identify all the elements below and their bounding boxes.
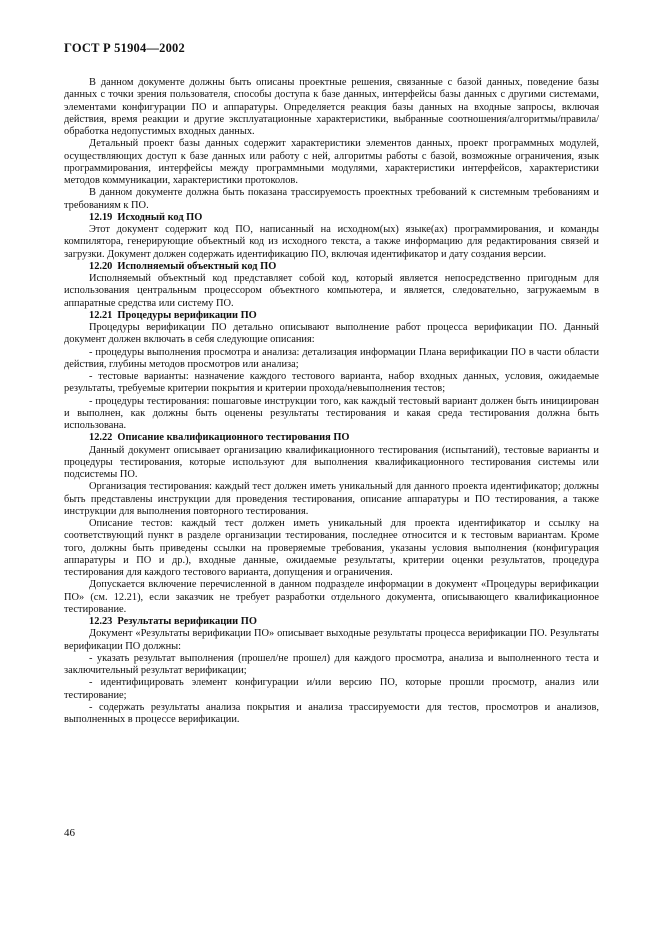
section-number: 12.23 xyxy=(89,616,113,627)
section-heading-12-23 xyxy=(64,616,599,628)
section-number: 12.19 xyxy=(89,211,113,223)
section-title: Исходный код ПО xyxy=(117,211,203,223)
paragraph: Данный документ описывает организацию квалификационного тестирования (испытаний), тестовые варианты и процедуры тестирования, которые используют для выполнения квалификационного тестирования системы или подсистемы ПО. xyxy=(64,444,599,480)
paragraph: Описание тестов: каждый тест должен иметь уникальный для проекта идентификатор и ссылку на соответствующий пункт в разделе организации тестирования, последнее относится и к тестовым вариантам. Кроме того, должны быть приведены ссылки на проверяемые требования, указаны условия выполнения (конфигурация аппаратуры и ПО и др.), входные данные, ожидаемые результаты, критерии оценки результатов, процедура тестирования для каждого тестового варианта, допущения и ограничения. xyxy=(64,518,599,578)
list-item: - процедуры выполнения просмотра и анализа: детализация информации Плана верификации ПО в части области действия, глубины методов просмотров или анализа; xyxy=(64,346,599,370)
paragraph: Этот документ содержит код ПО, написанный на исходном(ых) языке(ах) программирования, и команды компилятора, генерирующие объектный код из исходного текста, а также информацию для редактирования связей и загрузки. Документ должен содержать идентификацию ПО, включая идентификатор и дату создания версии. xyxy=(64,224,599,260)
paragraph: Организация тестирования: каждый тест должен иметь уникальный для данного проекта идентификатор; должны быть представлены инструкции для проведения тестирования, описание аппаратуры и ПО тестирования, а также инструкции для выполнения повторного тестирования. xyxy=(64,481,599,517)
document-body xyxy=(64,77,599,726)
paragraph: Детальный проект базы данных содержит характеристики элементов данных, проект программных модулей, осуществляющих доступ к базе данных или работу с ней, алгоритмы работы с базой, возможные ограничения, язык программирования, интерфейсы между программными модулями, характеристики интерфейсов, характеристики методов коммуникации, характеристики протоколов. xyxy=(64,138,599,186)
document-header: ГОСТ Р 51904—2002 xyxy=(64,41,185,55)
section-heading-12-22 xyxy=(64,432,599,444)
section-number: 12.21 xyxy=(89,309,113,321)
list-item: - процедуры тестирования: пошаговые инструкции того, как каждый тестовый вариант должен быть инициирован и выполнен, как должны быть оценены результаты тестирования и какая среда тестирования должна быть использована. xyxy=(64,395,599,431)
section-title: Исполняемый объектный код ПО xyxy=(117,260,277,272)
paragraph: Исполняемый объектный код представляет собой код, который является непосредственно пригодным для использования центральным процессором объектного компьютера, и является, следовательно, загружаемым в аппаратные средства или систему ПО. xyxy=(64,273,599,309)
paragraph: Документ «Результаты верификации ПО» описывает выходные результаты процесса верификации ПО. Результаты верификации ПО должны: xyxy=(64,628,599,652)
section-heading-12-21 xyxy=(64,310,599,322)
page-number: 46 xyxy=(64,827,75,839)
list-item: - указать результат выполнения (прошел/не прошел) для каждого просмотра, анализа и выполненного теста и заключительный результат верификации; xyxy=(64,652,599,676)
list-item: - содержать результаты анализа покрытия и анализа трассируемости для тестов, просмотров и анализов, выполненных в процессе верификации. xyxy=(64,701,599,725)
section-number: 12.22 xyxy=(89,432,113,444)
section-title: Процедуры верификации ПО xyxy=(117,309,257,321)
section-heading-12-19 xyxy=(64,212,599,224)
paragraph: Допускается включение перечисленной в данном подразделе информации в документ «Процедуры верификации ПО» (см. 12.21), если заказчик не требует разработки отдельного документа, описывающего квалификационное тестирование. xyxy=(64,579,599,615)
section-title: Результаты верификации ПО xyxy=(117,616,257,627)
section-title: Описание квалификационного тестирования ПО xyxy=(117,432,350,444)
list-item: - идентифицировать элемент конфигурации и/или версию ПО, которые прошли просмотр, анализ или тестирование; xyxy=(64,677,599,701)
paragraph: Процедуры верификации ПО детально описывают выполнение работ процесса верификации ПО. Данный документ должен включать в себя следующие описания: xyxy=(64,322,599,346)
paragraph: В данном документе должна быть показана трассируемость проектных требований к системным требованиям и требованиям к ПО. xyxy=(64,187,599,211)
list-item: - тестовые варианты: назначение каждого тестового варианта, набор входных данных, условия, ожидаемые результаты, требуемые критерии покрытия и критерии прохода/невыполнения тестов; xyxy=(64,371,599,395)
paragraph: В данном документе должны быть описаны проектные решения, связанные с базой данных, поведение базы данных с точки зрения пользователя, способы доступа к базе данных, интерфейсы базы данных с другими системами, элементами конфигурации ПО и аппаратуры. Определяется реакция базы данных на входные запросы, включая действия, время реакции и другие эксплуатационные характеристики, выбранные соотношения/алгоритмы/правила/обработка недопустимых входных данных. xyxy=(64,77,599,137)
section-heading-12-20 xyxy=(64,261,599,273)
section-number: 12.20 xyxy=(89,260,113,272)
